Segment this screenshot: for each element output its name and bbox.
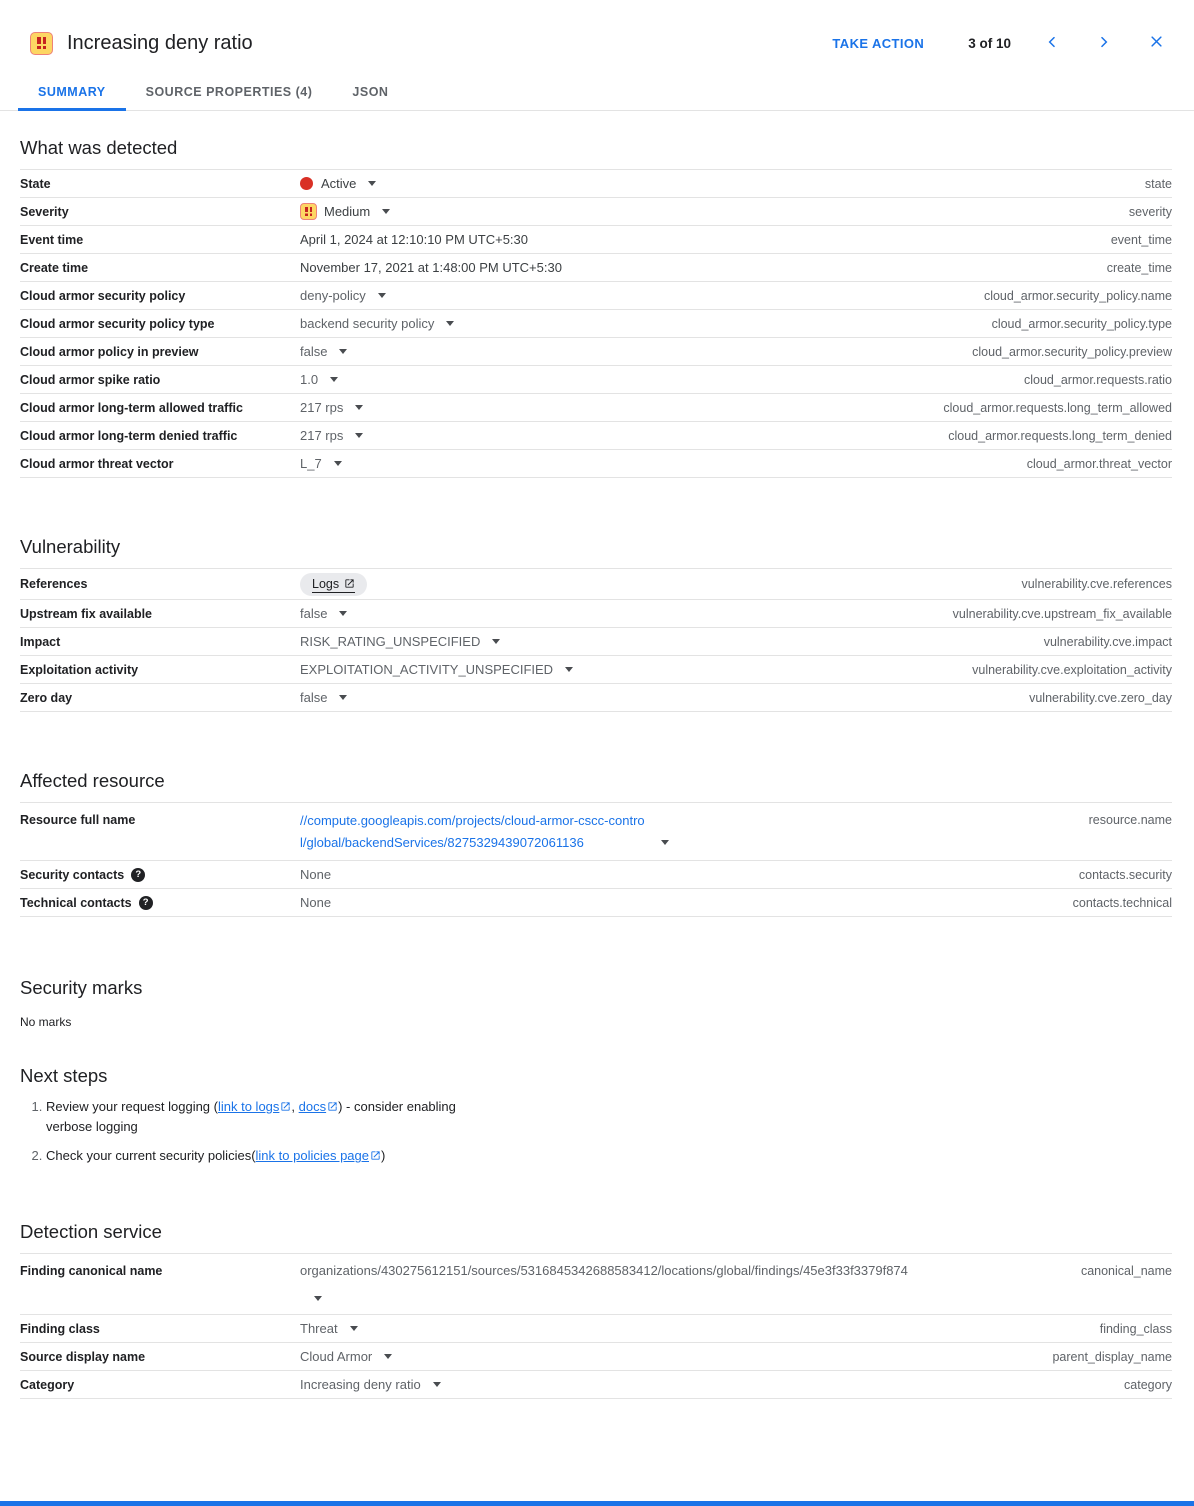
field-value: Threat [300, 1321, 338, 1337]
row-create-time [20, 254, 1172, 282]
field-path: state [1144, 176, 1172, 191]
field-value: Increasing deny ratio [300, 1377, 421, 1393]
field-value: 217 rps [300, 428, 344, 443]
field-path: cloud_armor.requests.ratio [1024, 372, 1172, 387]
field-value: Active [321, 176, 357, 191]
next-steps-list [24, 1097, 502, 1166]
field-path: contacts.security [1078, 867, 1172, 882]
field-path: vulnerability.cve.upstream_fix_available [952, 606, 1172, 621]
field-label: Exploitation activity [20, 662, 139, 677]
section-title-detection-service: Detection service [20, 1220, 162, 1242]
row-category [20, 1371, 1172, 1399]
field-label: Cloud armor security policy [20, 288, 186, 303]
chevron-down-icon[interactable] [433, 1382, 441, 1387]
field-value: false [300, 606, 328, 621]
field-label: Category [20, 1377, 75, 1392]
field-label: Create time [20, 260, 89, 275]
field-path: cloud_armor.requests.long_term_allowed [943, 400, 1172, 415]
next-step-item-2 [46, 1146, 502, 1166]
field-path: vulnerability.cve.exploitation_activity [972, 662, 1172, 677]
row-severity [20, 198, 1172, 226]
chevron-down-icon[interactable] [339, 349, 347, 354]
logs-chip-button[interactable] [300, 573, 367, 596]
field-value: Cloud Armor [300, 1349, 373, 1365]
chevron-down-icon[interactable] [446, 321, 454, 326]
resource-link[interactable]: //compute.googleapis.com/projects/cloud-armor-cscc-control/global/backendServices/8275329439072061136 [300, 813, 645, 851]
field-value: false [300, 344, 328, 359]
field-path: create_time [1106, 260, 1172, 275]
chevron-down-icon[interactable] [565, 667, 573, 672]
chevron-down-icon[interactable] [384, 1354, 392, 1359]
field-path: cloud_armor.security_policy.preview [972, 344, 1172, 359]
section-title-security-marks: Security marks [20, 977, 143, 999]
row-security-policy [20, 282, 1172, 310]
chevron-down-icon[interactable] [368, 181, 376, 186]
field-label: Cloud armor spike ratio [20, 372, 161, 387]
no-marks-text: No marks [20, 1015, 72, 1030]
field-path: contacts.technical [1072, 895, 1172, 910]
tab-json[interactable]: JSON [332, 76, 408, 110]
row-upstream-fix [20, 600, 1172, 628]
field-label: Finding class [20, 1321, 100, 1336]
field-value: L_7 [300, 456, 322, 471]
next-step-item-1 [46, 1097, 502, 1137]
chevron-down-icon[interactable] [314, 1296, 322, 1301]
field-label: Security contacts [20, 867, 125, 882]
field-path: resource.name [1088, 813, 1172, 827]
take-action-button[interactable]: TAKE ACTION [832, 35, 925, 51]
chevron-down-icon[interactable] [339, 611, 347, 616]
field-path: parent_display_name [1052, 1349, 1172, 1364]
row-long-term-allowed [20, 394, 1172, 422]
row-source-display-name [20, 1343, 1172, 1371]
chevron-down-icon[interactable] [350, 1326, 358, 1331]
row-references [20, 569, 1172, 600]
field-value: backend security policy [300, 316, 435, 331]
field-value: deny-policy [300, 288, 366, 303]
page-title: Increasing deny ratio [67, 31, 253, 54]
detected-rows [20, 169, 1172, 478]
row-technical-contacts [20, 889, 1172, 917]
vulnerability-rows [20, 568, 1172, 712]
close-button[interactable] [1145, 30, 1168, 56]
affected-rows [20, 802, 1172, 917]
row-policy-preview [20, 338, 1172, 366]
chevron-down-icon[interactable] [334, 461, 342, 466]
external-link-icon [326, 1099, 338, 1114]
bottom-accent-bar [0, 1501, 1194, 1506]
field-label: Impact [20, 634, 61, 649]
row-spike-ratio [20, 366, 1172, 394]
external-link-icon [279, 1099, 291, 1114]
field-label: Cloud armor long-term allowed traffic [20, 400, 243, 415]
close-icon [1149, 34, 1164, 52]
field-label: Finding canonical name [20, 1263, 163, 1278]
row-finding-class [20, 1315, 1172, 1343]
active-state-icon [300, 177, 313, 190]
row-resource-full-name [20, 803, 1172, 861]
field-label: Source display name [20, 1349, 146, 1364]
previous-finding-button[interactable] [1041, 31, 1063, 56]
field-value: None [300, 895, 332, 911]
field-label: Event time [20, 232, 84, 247]
chevron-down-icon[interactable] [378, 293, 386, 298]
step-text: ) - consider enabling verbose logging [46, 1099, 456, 1135]
field-value: false [300, 690, 328, 705]
row-security-policy-type [20, 310, 1172, 338]
section-title-next-steps: Next steps [20, 1065, 108, 1087]
step-text: Review your request logging ( [46, 1099, 218, 1115]
section-title-vulnerability: Vulnerability [20, 536, 121, 557]
chevron-left-icon [1045, 35, 1059, 52]
chevron-right-icon [1097, 35, 1111, 52]
field-value: organizations/430275612151/sources/5316845342688583412/locations/global/findings/45e3f33f3379f874 [300, 1262, 908, 1278]
link-to-policies-page[interactable]: link to policies page [256, 1148, 381, 1163]
row-exploitation-activity [20, 656, 1172, 684]
field-path: severity [1128, 204, 1172, 219]
link-to-docs[interactable]: docs [299, 1099, 338, 1114]
field-path: cloud_armor.security_policy.type [991, 316, 1172, 331]
field-label: Cloud armor security policy type [20, 316, 215, 331]
field-value: EXPLOITATION_ACTIVITY_UNSPECIFIED [300, 662, 554, 677]
row-state [20, 170, 1172, 198]
pagination-counter: 3 of 10 [968, 35, 1011, 51]
logs-chip-label: Logs [312, 576, 340, 591]
field-label: Cloud armor policy in preview [20, 344, 199, 359]
field-label: References [20, 577, 88, 591]
field-path: vulnerability.cve.impact [1043, 634, 1172, 649]
field-path: vulnerability.cve.zero_day [1029, 690, 1172, 705]
next-finding-button[interactable] [1093, 31, 1115, 56]
medium-severity-icon [300, 203, 317, 220]
external-link-icon [369, 1148, 381, 1163]
chevron-down-icon[interactable] [492, 639, 500, 644]
row-impact [20, 628, 1172, 656]
tab-summary[interactable]: SUMMARY [18, 76, 126, 110]
row-event-time [20, 226, 1172, 254]
row-canonical-name [20, 1254, 1172, 1316]
field-path: cloud_armor.threat_vector [1026, 456, 1172, 471]
field-label: Zero day [20, 690, 73, 705]
chevron-down-icon[interactable] [661, 840, 669, 845]
field-label: Cloud armor long-term denied traffic [20, 428, 238, 443]
chevron-down-icon[interactable] [355, 405, 363, 410]
field-label: Severity [20, 204, 69, 219]
chevron-down-icon[interactable] [339, 695, 347, 700]
field-path: cloud_armor.security_policy.name [983, 288, 1172, 303]
field-value: Medium [324, 204, 371, 219]
tab-bar [0, 76, 1194, 111]
field-label: Cloud armor threat vector [20, 456, 174, 471]
field-path: cloud_armor.requests.long_term_denied [948, 428, 1172, 443]
field-path: category [1124, 1377, 1172, 1392]
chevron-down-icon[interactable] [355, 433, 363, 438]
field-path: event_time [1110, 232, 1172, 247]
medium-severity-icon [30, 32, 53, 55]
field-value: 217 rps [300, 400, 344, 415]
tab-source-properties[interactable]: SOURCE PROPERTIES (4) [126, 76, 333, 110]
field-path: canonical_name [1080, 1263, 1172, 1278]
finding-header [0, 0, 1194, 56]
step-text: ) [381, 1148, 386, 1164]
help-icon[interactable]: ? [139, 896, 153, 910]
section-title-what-was-detected: What was detected [20, 137, 178, 158]
link-to-logs[interactable]: link to logs [218, 1099, 291, 1114]
field-label: Upstream fix available [20, 606, 153, 621]
field-label: State [20, 176, 51, 191]
chevron-down-icon[interactable] [330, 377, 338, 382]
section-title-affected-resource: Affected resource [20, 770, 165, 791]
field-value: RISK_RATING_UNSPECIFIED [300, 634, 481, 649]
help-icon[interactable]: ? [131, 868, 145, 882]
detection-rows [20, 1253, 1172, 1400]
row-threat-vector [20, 450, 1172, 478]
step-text: Check your current security policies( [46, 1148, 256, 1164]
field-value: April 1, 2024 at 12:10:10 PM UTC+5:30 [300, 232, 528, 247]
chevron-down-icon[interactable] [382, 209, 390, 214]
field-path: vulnerability.cve.references [1021, 577, 1172, 591]
row-long-term-denied [20, 422, 1172, 450]
row-security-contacts [20, 861, 1172, 889]
field-label: Resource full name [20, 813, 136, 827]
row-zero-day [20, 684, 1172, 712]
field-value: 1.0 [300, 372, 319, 387]
external-link-icon [343, 577, 355, 591]
field-label: Technical contacts [20, 895, 132, 910]
field-value: November 17, 2021 at 1:48:00 PM UTC+5:30 [300, 260, 562, 275]
field-value: None [300, 867, 332, 883]
field-path: finding_class [1099, 1321, 1172, 1336]
step-text: , [291, 1099, 299, 1115]
